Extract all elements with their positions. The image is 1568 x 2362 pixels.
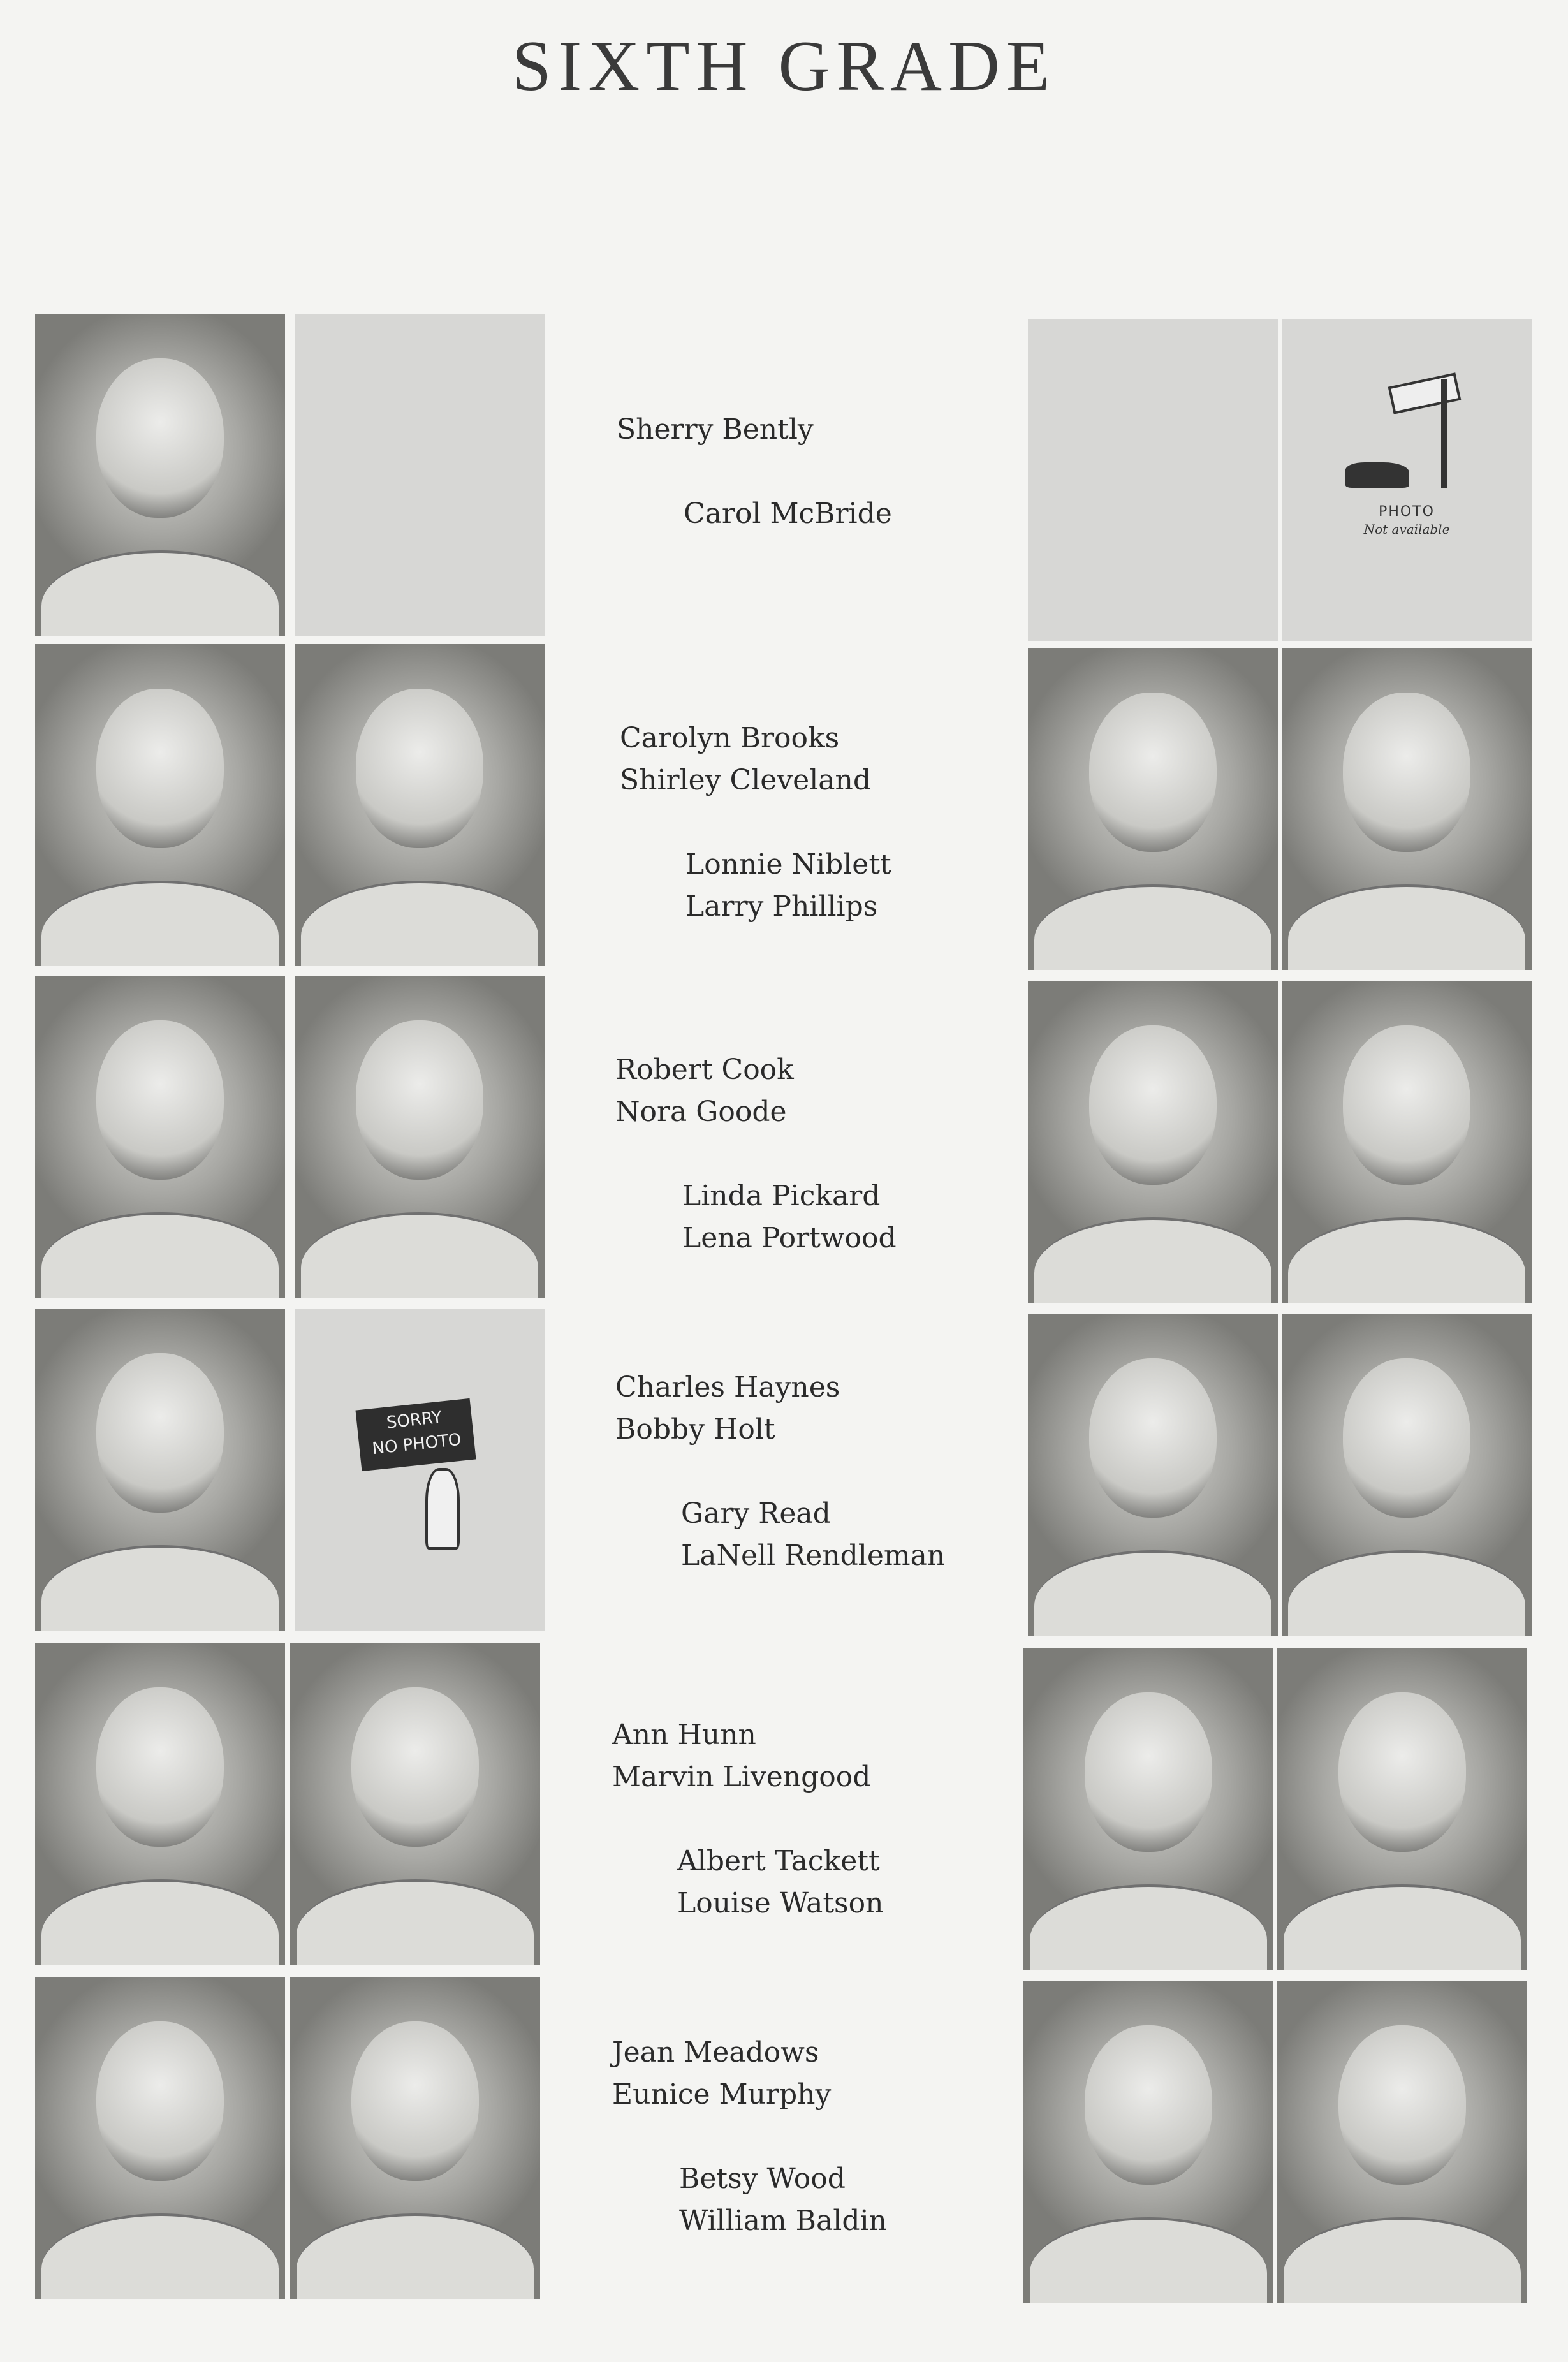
student-name: Albert Tackett [677, 1845, 880, 1877]
student-name: Shirley Cleveland [620, 764, 872, 796]
photo-not-available-placeholder [1282, 319, 1532, 641]
student-name: Larry Phillips [685, 890, 878, 923]
sorry-no-photo-placeholder [295, 1309, 545, 1631]
photo-label: PHOTO [1379, 504, 1435, 520]
student-name: Sherry Bently [617, 413, 814, 446]
student-name: Marvin Livengood [612, 1761, 871, 1793]
student-name: Ann Hunn [612, 1719, 756, 1751]
student-name: Charles Haynes [615, 1371, 840, 1404]
student-name: Nora Goode [615, 1096, 787, 1128]
student-name: Carol McBride [684, 497, 892, 530]
portrait-photo [1028, 648, 1278, 970]
student-name: Robert Cook [615, 1053, 794, 1086]
portrait-photo [35, 1309, 285, 1631]
portrait-photo [1028, 981, 1278, 1303]
student-name: Gary Read [681, 1497, 831, 1530]
portrait-photo [1277, 1981, 1527, 2303]
portrait-photo [290, 1977, 540, 2299]
portrait-photo [1282, 981, 1532, 1303]
portrait-photo [35, 644, 285, 966]
student-name: Bobby Holt [615, 1413, 775, 1446]
portrait-photo [35, 976, 285, 1298]
portrait-photo [295, 644, 545, 966]
student-name: LaNell Rendleman [681, 1539, 946, 1572]
portrait-photo [1282, 648, 1532, 970]
student-name: Eunice Murphy [612, 2078, 832, 2111]
portrait-photo [1023, 1981, 1273, 2303]
photo-note: Not available [1363, 522, 1450, 537]
portrait-photo [290, 1643, 540, 1965]
portrait-photo [1023, 1648, 1273, 1970]
portrait-photo [35, 1977, 285, 2299]
portrait-photo [1277, 1648, 1527, 1970]
student-name: Carolyn Brooks [620, 722, 840, 754]
page-title: SIXTH GRADE [511, 27, 1057, 106]
student-name: Lena Portwood [682, 1222, 897, 1254]
cartoon-figure-icon [425, 1468, 460, 1550]
portrait-photo [295, 976, 545, 1298]
student-name: Jean Meadows [612, 2036, 819, 2069]
portrait-photo [1028, 1314, 1278, 1636]
student-name: Linda Pickard [682, 1180, 881, 1212]
student-name: Lonnie Niblett [685, 848, 891, 881]
sorry-sign: SORRY NO PHOTO [355, 1398, 476, 1471]
blank-photo [1028, 319, 1278, 641]
student-name: Louise Watson [677, 1887, 884, 1919]
portrait-photo [35, 314, 285, 636]
blank-photo [295, 314, 545, 636]
portrait-photo [35, 1643, 285, 1965]
portrait-photo [1282, 1314, 1532, 1636]
student-name: Betsy Wood [679, 2162, 846, 2195]
student-name: William Baldin [679, 2204, 887, 2237]
